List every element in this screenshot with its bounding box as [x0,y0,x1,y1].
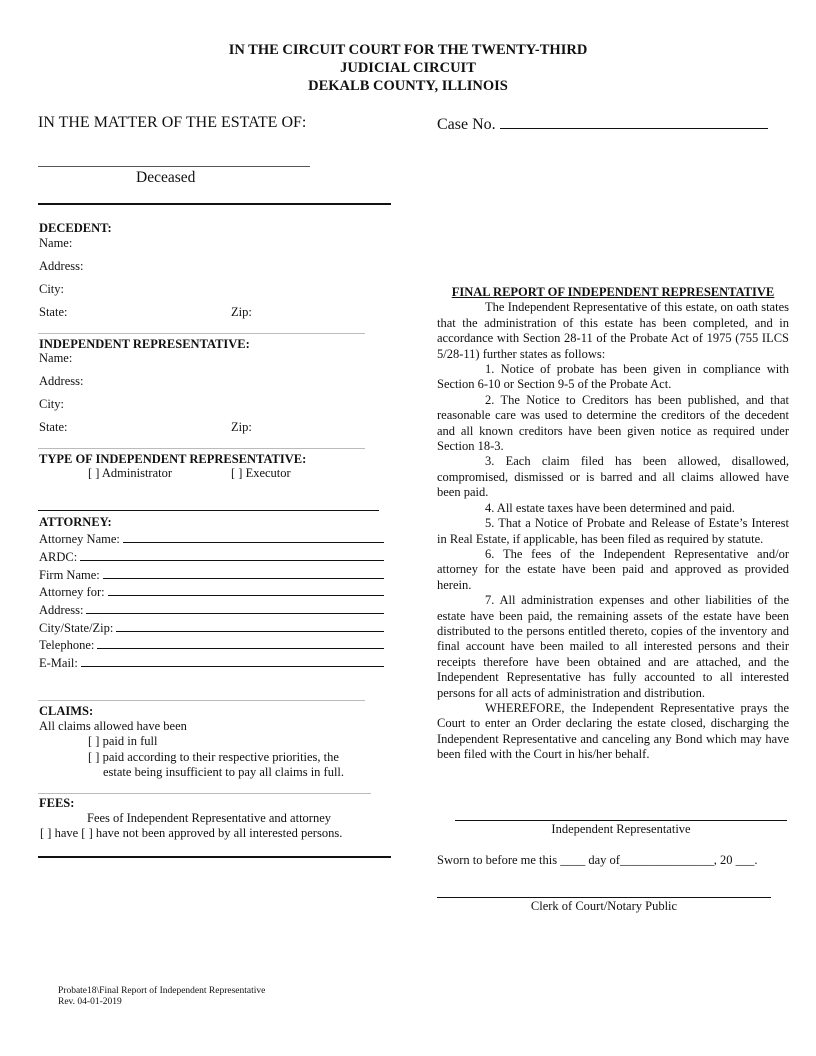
report-item-2: 2. The Notice to Creditors has been published, and that reasonable care was used to determine the creditors of the decedent and all known creditors have been given notice as required under Section 18-3. [437,392,789,454]
divider [38,333,365,334]
fees-heading: FEES: [39,796,75,810]
attorney-for-field[interactable] [39,584,384,600]
representative-heading: INDEPENDENT REPRESENTATIVE: [39,337,250,351]
fees-text: Fees of Independent Representative and attorney [87,811,332,825]
paid-by-priority-checkbox[interactable]: [ ] paid according to their respective priorities, the [88,750,339,764]
sworn-statement[interactable]: Sworn to before me this ____ day of_______________, 20 ___. [437,853,758,867]
decedent-address-label: Address: [39,259,84,273]
case-number-line[interactable] [500,114,768,129]
final-report [437,285,789,763]
report-item-5: 5. That a Notice of Probate and Release of Estate’s Interest in Real Estate, if applicable, has been filed as required by statute. [437,516,789,546]
field-line[interactable] [81,655,384,667]
report-intro: The Independent Representative of this estate, on oath states that the administration of this estate has been completed, and in accordance with Section 28-11 of the Probate Act of 1975 (755 ILCS 5/28-11) further states as follows: [437,300,789,361]
firm-name-field[interactable] [39,567,384,583]
paid-by-priority-text: estate being insufficient to pay all claims in full. [103,765,345,779]
claims-intro: All claims allowed have been [39,719,187,733]
attorney-heading: ATTORNEY: [39,515,112,529]
field-line[interactable] [97,637,384,649]
attorney-name-field[interactable] [39,531,384,547]
divider [38,510,379,511]
representative-state-label: State: [39,420,68,434]
form-revision: Rev. 04-01-2019 [58,997,122,1007]
field-line[interactable] [86,602,384,614]
decedent-city-label: City: [39,282,65,296]
decedent-heading: DECEDENT: [39,221,112,235]
field-line[interactable] [108,584,384,596]
representative-signature-label: Independent Representative [551,822,691,836]
divider [38,448,365,449]
report-item-3: 3. Each claim filed has been allowed, disallowed, compromised, dismissed or is barred and all claims allowed have been paid. [437,454,789,500]
field-label: City/State/Zip: [39,621,114,635]
field-line[interactable] [80,549,384,561]
representative-name-label: Name: [39,351,73,365]
report-item-6: 6. The fees of the Independent Representative and/or attorney for the estate have been paid and approved as provided herein. [437,546,789,592]
clerk-signature-line[interactable] [437,897,771,898]
ardc-field[interactable] [39,549,384,565]
report-item-1: 1. Notice of probate has been given in compliance with Section 6-10 or Section 9-5 of the Probate Act. [437,362,789,392]
field-label: Address: [39,603,84,617]
rep-type-heading: TYPE OF INDEPENDENT REPRESENTATIVE: [39,452,307,466]
section-divider [38,203,391,205]
deceased-label: Deceased [136,169,196,186]
field-label: Telephone: [39,638,95,652]
representative-signature-line[interactable] [455,820,787,821]
field-label: Attorney Name: [39,532,120,546]
field-label: Firm Name: [39,568,100,582]
case-number-label: Case No. [437,116,496,133]
section-divider [38,856,391,858]
decedent-zip-label: Zip: [231,305,252,319]
attorney-address-field[interactable] [39,602,384,618]
claims-heading: CLAIMS: [39,704,94,718]
form-footer [58,986,265,1008]
representative-city-label: City: [39,397,65,411]
court-line-2: JUDICIAL CIRCUIT [340,60,476,76]
field-line[interactable] [123,531,384,543]
deceased-name-line[interactable] [38,166,310,167]
case-number-field[interactable] [437,114,768,134]
email-field[interactable] [39,655,384,671]
form-id: Probate18\Final Report of Independent Representative [58,986,266,996]
report-item-4: 4. All estate taxes have been determined and paid. [485,500,735,515]
administrator-checkbox[interactable]: [ ] Administrator [88,466,173,480]
field-label: ARDC: [39,550,78,564]
representative-address-label: Address: [39,374,84,388]
report-wherefore: WHEREFORE, the Independent Representative prays the Court to enter an Order declaring the estate closed, discharging the Independent Representative and canceling any Bond which may have been filed with the Court in his/her behalf. [437,700,789,762]
clerk-signature-label: Clerk of Court/Notary Public [530,899,678,913]
report-item-7: 7. All administration expenses and other liabilities of the estate have been paid, the remaining assets of the estate have been distributed to the persons entitled thereto, copies of the inventory and final account have been mailed to all interested persons and their receipts therefore have been obtained and are attached, and the Independent Representative has fully accounted to all interested persons for all acts of administration and distribution. [437,593,789,700]
court-line-3: DEKALB COUNTY, ILLINOIS [308,78,508,94]
divider [38,700,365,701]
fees-approval-checkboxes[interactable]: [ ] have [ ] have not been approved by all interested persons. [40,826,343,840]
executor-checkbox[interactable]: [ ] Executor [231,466,291,480]
field-line[interactable] [103,567,384,579]
representative-zip-label: Zip: [231,420,252,434]
court-line-1: IN THE CIRCUIT COURT FOR THE TWENTY-THIRD [228,42,588,58]
field-label: Attorney for: [39,585,105,599]
telephone-field[interactable] [39,637,384,653]
decedent-name-label: Name: [39,236,73,250]
report-title: FINAL REPORT OF INDEPENDENT REPRESENTATIVE [451,285,775,299]
divider [38,793,371,794]
field-label: E-Mail: [39,656,78,670]
court-header [0,41,816,95]
decedent-state-label: State: [39,305,68,319]
paid-in-full-checkbox[interactable]: [ ] paid in full [88,734,158,748]
estate-matter-label: IN THE MATTER OF THE ESTATE OF: [38,114,307,131]
city-state-zip-field[interactable] [39,620,384,636]
field-line[interactable] [116,620,384,632]
